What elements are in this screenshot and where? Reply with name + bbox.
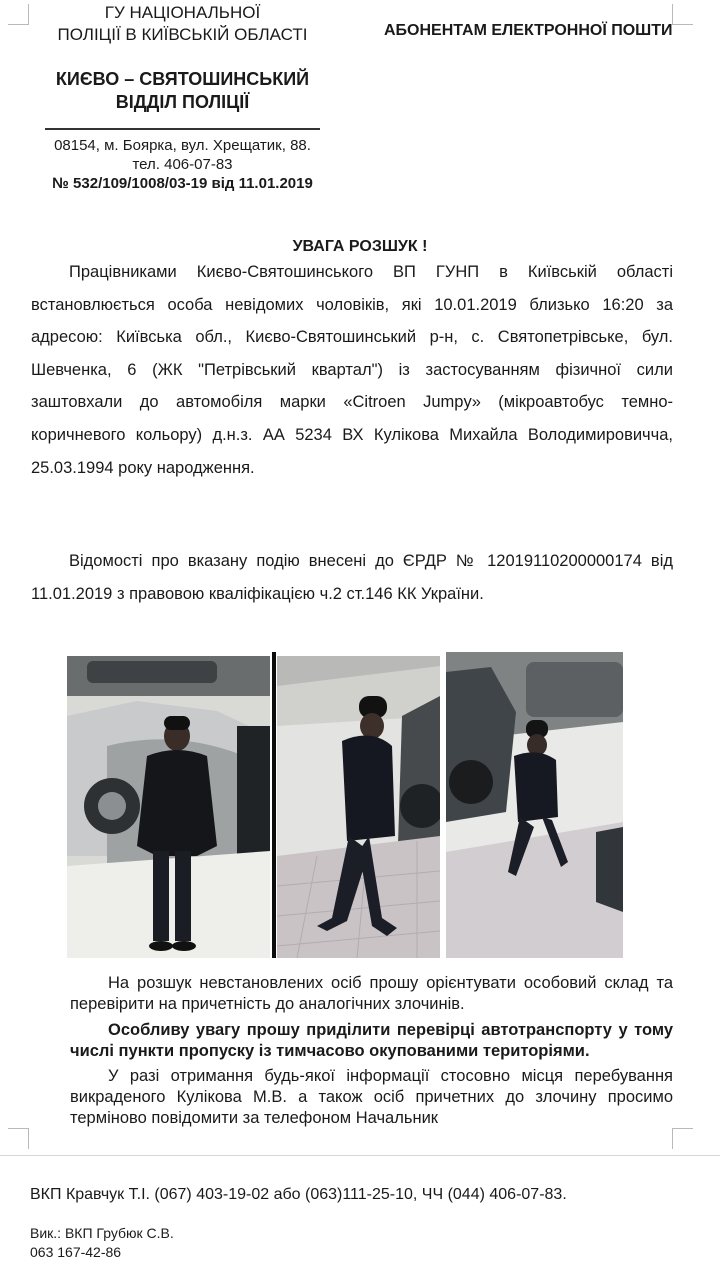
cctv-photo-3 xyxy=(446,652,623,958)
contact-line: ВКП Кравчук Т.І. (067) 403-19-02 або (063)111-25-10, ЧЧ (044) 406-07-83. xyxy=(30,1186,567,1203)
crop-mark-top-right xyxy=(672,4,693,25)
paragraph-erdr: Відомості про вказану подію внесені до ЄРДР № 12019110200000174 від 11.01.2019 з правовою кваліфікацією ч.2 ст.146 КК України. xyxy=(31,552,673,603)
dept-name-line1: КИЄВО – СВЯТОШИНСЬКИЙ xyxy=(55,69,310,89)
paragraph-contact-request: У разі отримання будь-якої інформації стосовно місця перебування викраденого Кулікова М.В. а також осіб причетних до злочину просимо терміново повідомити за телефоном Начальник xyxy=(70,1067,673,1127)
phone: тел. 406-07-83 xyxy=(132,156,233,173)
org-name-line2: ПОЛІЦІЇ В КИЇВСЬКІЙ ОБЛАСТІ xyxy=(57,25,308,44)
paragraph-incident: Працівниками Києво-Святошинського ВП ГУНП в Київській області встановлюється особа невідомих чоловіків, які 10.01.2019 близько 16:20 за адресою: Київська обл., Києво-Святошинський р-н, с. Святопетрівське, бул. Шевченка, 6 (ЖК "Петрівський квартал") із застосуванням фізичної сили заштовхали до автомобіля марки «Citroen Jumpy» (мікроавтобус темно-коричневого кольору) д.н.з. АА 5234 ВХ Кулікова Михайла Володимировичча, 25.03.1994 року народження. xyxy=(31,263,673,477)
executor-name: Вик.: ВКП Грубюк С.В. xyxy=(30,1225,174,1241)
recipient: АБОНЕНТАМ ЕЛЕКТРОННОЇ ПОШТИ xyxy=(384,22,673,39)
cctv-photo-1 xyxy=(67,656,270,958)
paragraph-vehicle-checks: Особливу увагу прошу приділити перевірці автотранспорту у тому числі пункти пропуску із тимчасово окупованими територіями. xyxy=(70,1021,673,1060)
address: 08154, м. Боярка, вул. Хрещатик, 88. xyxy=(54,137,311,154)
org-name-line1: ГУ НАЦІОНАЛЬНОЇ xyxy=(104,3,261,22)
photo-divider xyxy=(272,652,276,958)
paragraph-orientation: На розшук невстановлених осіб прошу орієнтувати особовий склад та перевірити на причетність до аналогічних злочинів. xyxy=(70,974,673,1013)
crop-mark-bottom-left xyxy=(8,1128,29,1149)
crop-mark-bottom-right xyxy=(672,1128,693,1149)
executor-phone: 063 167-42-86 xyxy=(30,1244,122,1260)
footer-divider xyxy=(0,1155,720,1156)
reference-number: № 532/109/1008/03-19 від 11.01.2019 xyxy=(52,175,313,192)
cctv-photo-2 xyxy=(277,656,440,958)
notice-title: УВАГА РОЗШУК ! xyxy=(292,238,428,255)
header-divider xyxy=(45,128,320,130)
dept-name-line2: ВІДДІЛ ПОЛІЦІЇ xyxy=(115,92,250,112)
